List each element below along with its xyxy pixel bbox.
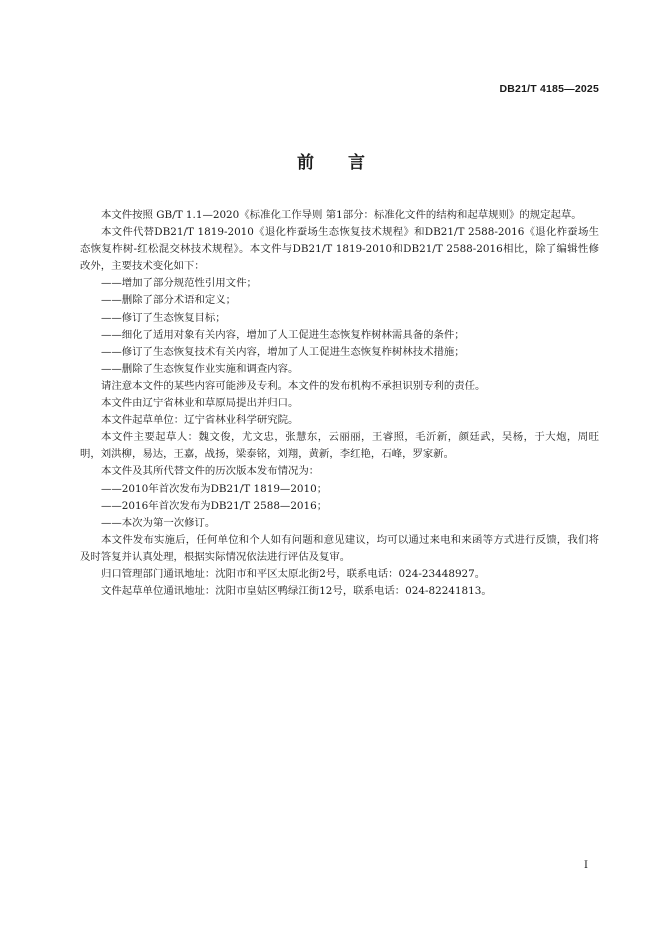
paragraph: 文件起草单位通讯地址：沈阳市皇姑区鸭绿江街12号，联系电话：024-82241813。 bbox=[101, 585, 492, 598]
list-item: ——删除了生态恢复作业实施和调查内容。 bbox=[101, 362, 299, 375]
list-item: ——2016年首次发布为DB21/T 2588—2016； bbox=[101, 499, 328, 512]
paragraph: 本文件主要起草人：魏文俊，尤文忠，张慧东，云丽丽，王睿照，毛沂新，颜廷武，吴杨，于大炮，周旺明，刘洪柳，易达，王嘉，战扬，梁泰铭，刘翔，黄新，李红艳，石峰，罗家新。 bbox=[80, 431, 599, 461]
paragraph: 本文件发布实施后，任何单位和个人如有问题和意见建议，均可以通过来电和来函等方式进行反馈，我们将及时答复并认真处理，根据实际情况依法进行评估及复审。 bbox=[80, 533, 599, 563]
list-item: ——本次为第一次修订。 bbox=[101, 516, 216, 529]
paragraph: 本文件按照 GB/T 1.1—2020《标准化工作导则 第1部分：标准化文件的结构和起草规则》的规定起草。 bbox=[101, 209, 582, 221]
list-item: ——删除了部分术语和定义； bbox=[101, 294, 237, 307]
title-char-2: 言 bbox=[348, 153, 365, 173]
paragraph: 本文件及其所代替文件的历次版本发布情况为： bbox=[101, 465, 320, 478]
paragraph: 归口管理部门通讯地址：沈阳市和平区太原北街2号，联系电话：024-23448927。 bbox=[101, 567, 486, 580]
list-item: ——2010年首次发布为DB21/T 1819—2010； bbox=[101, 482, 328, 495]
document-code: DB21/T 4185—2025 bbox=[499, 83, 599, 95]
paragraph: 本文件由辽宁省林业和草原局提出并归口。 bbox=[101, 397, 299, 410]
title-char-1: 前 bbox=[297, 153, 314, 173]
paragraph: 本文件代替DB21/T 1819-2010《退化柞蚕场生态恢复技术规程》和DB21/T 2588-2016《退化柞蚕场生态恢复柞树-红松混交林技术规程》。本文件与DB21/T 1819-2010和DB21/T 2588-2016相比，除了编辑性修改外，主要技术变化如下： bbox=[80, 226, 599, 273]
list-item: ——修订了生态恢复技术有关内容，增加了人工促进生态恢复柞树林技术措施； bbox=[101, 345, 465, 358]
page-title bbox=[0, 148, 662, 173]
page-number: I bbox=[584, 860, 588, 871]
foreword-body bbox=[80, 207, 599, 600]
paragraph: 请注意本文件的某些内容可能涉及专利。本文件的发布机构不承担识别专利的责任。 bbox=[101, 379, 486, 392]
paragraph: 本文件起草单位：辽宁省林业科学研究院。 bbox=[101, 414, 299, 427]
list-item: ——细化了适用对象有关内容，增加了人工促进生态恢复柞树林需具备的条件； bbox=[101, 328, 465, 341]
list-item: ——修订了生态恢复目标； bbox=[101, 311, 226, 324]
list-item: ——增加了部分规范性引用文件； bbox=[101, 277, 257, 290]
